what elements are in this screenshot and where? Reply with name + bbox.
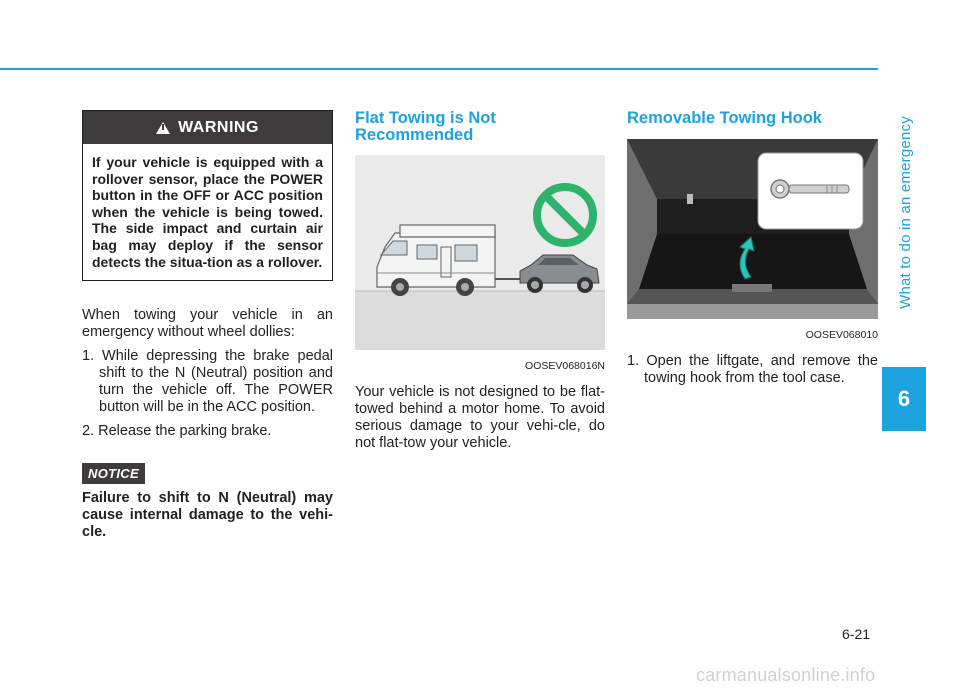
notice-label: NOTICE xyxy=(82,463,145,484)
warning-box xyxy=(82,110,333,281)
column-right xyxy=(627,110,878,387)
header-rule xyxy=(0,68,878,70)
section-side-tab xyxy=(888,62,922,362)
flat-towing-text: Your vehicle is not designed to be flat-towed behind a motor home. To avoid serious damage to your vehi-cle, do not flat-tow your vehicle. xyxy=(355,384,605,451)
page-number: 6-21 xyxy=(842,626,871,642)
step-1: 1. Open the liftgate, and remove the towing hook from the tool case. xyxy=(627,353,878,386)
figure-code: OOSEV068016N xyxy=(525,360,605,372)
towing-hook-heading: Removable Towing Hook xyxy=(627,109,822,127)
warning-text: If your vehicle is equipped with a rollover sensor, place the POWER button in the OFF or ACC position when the vehicle is being towed. The side impact and curtain air bag may deploy if the sensor detects the situa-tion as a rollover. xyxy=(92,154,323,270)
cargo-area-illustration xyxy=(627,139,878,319)
notice-text: Failure to shift to N (Neutral) may cause internal damage to the vehi-cle. xyxy=(82,490,333,541)
figure-code: OOSEV068010 xyxy=(805,329,878,341)
step-2: 2. Release the parking brake. xyxy=(82,423,272,440)
step-1: 1. While depressing the brake pedal shift to the N (Neutral) position and turn the vehicle off. The POWER button will be in the ACC position. xyxy=(82,348,333,416)
warning-title: WARNING xyxy=(178,119,259,136)
towing-hook-figure xyxy=(627,139,878,344)
warning-header xyxy=(83,111,332,144)
column-middle xyxy=(355,110,605,452)
flat-towing-heading: Flat Towing is Not Recommended xyxy=(355,109,496,144)
section-title: What to do in an emergency xyxy=(896,115,914,309)
towing-intro: When towing your vehicle in an emergency without wheel dollies: xyxy=(82,307,333,341)
column-left xyxy=(82,110,333,541)
watermark: carmanualsonline.info xyxy=(696,665,876,685)
chapter-number-badge: 6 xyxy=(882,367,926,431)
flat-towing-illustration xyxy=(355,155,605,350)
warning-triangle-icon xyxy=(156,122,170,134)
flat-towing-figure xyxy=(355,155,605,375)
